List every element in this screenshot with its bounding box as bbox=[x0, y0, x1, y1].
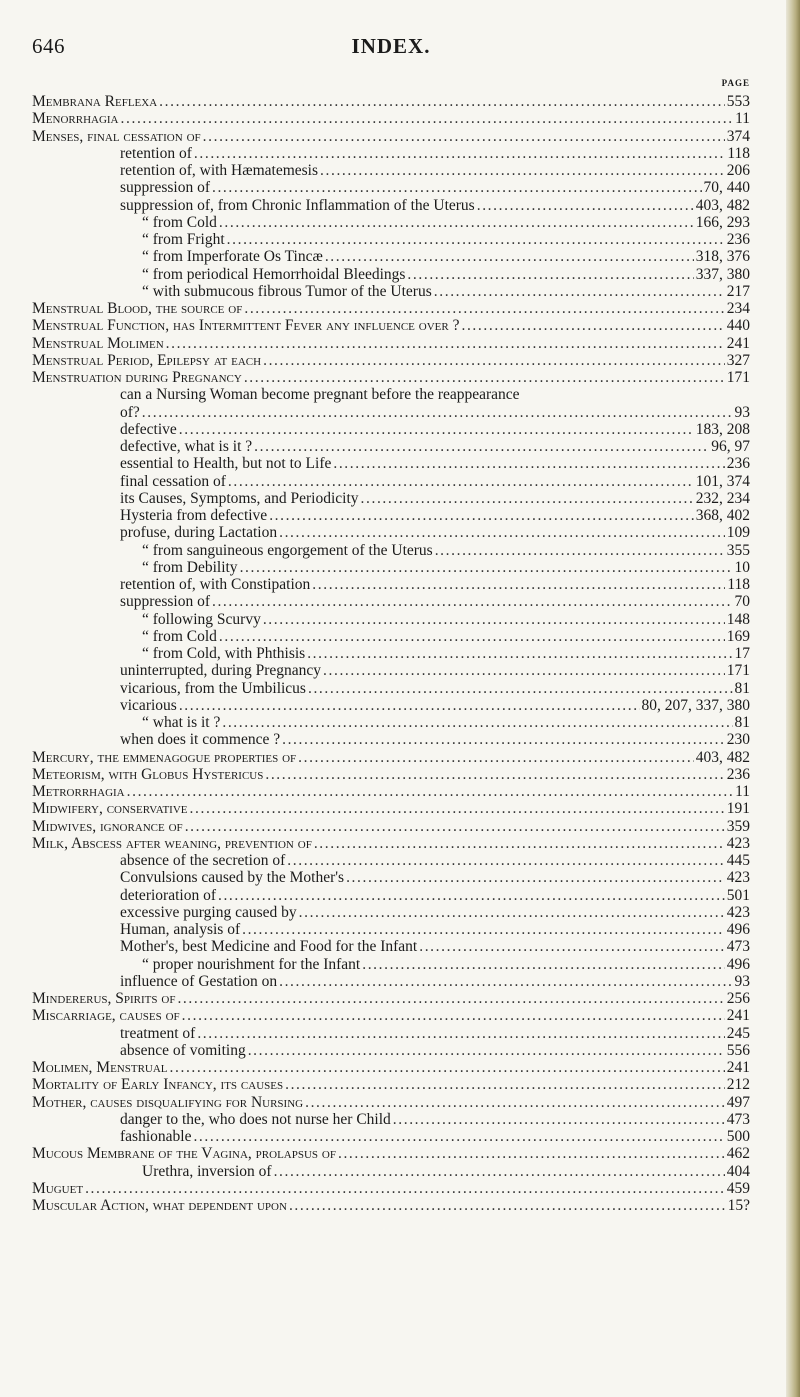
index-entry bbox=[32, 179, 750, 196]
index-entry bbox=[32, 128, 750, 145]
entry-text: Menorrhagia bbox=[32, 110, 119, 128]
entry-pages: 423 bbox=[726, 903, 750, 921]
entry-pages: 15? bbox=[727, 1197, 750, 1214]
index-entry bbox=[32, 697, 750, 714]
entry-text: “ following Scurvy bbox=[142, 610, 261, 628]
index-entry bbox=[32, 248, 750, 265]
dot-leader bbox=[177, 990, 724, 1007]
dot-leader bbox=[190, 800, 725, 817]
entry-pages: 473 bbox=[726, 938, 750, 956]
entry-pages: 241 bbox=[726, 1059, 750, 1076]
index-entry bbox=[32, 421, 750, 438]
index-entry bbox=[32, 1180, 750, 1197]
entry-text: suppression of, from Chronic Inflammation of the Uterus bbox=[120, 196, 475, 214]
entry-text: can a Nursing Woman become pregnant before the reappearance bbox=[120, 386, 520, 404]
entry-text: Mucous Membrane of the Vagina, prolapsus of bbox=[32, 1145, 336, 1163]
dot-leader bbox=[325, 248, 694, 265]
dot-leader bbox=[121, 110, 734, 127]
dot-leader bbox=[338, 1145, 725, 1162]
dot-leader bbox=[323, 662, 725, 679]
index-entry bbox=[32, 473, 750, 490]
dot-leader bbox=[182, 1007, 725, 1024]
entry-text: when does it commence ? bbox=[120, 731, 281, 749]
entry-pages: 496 bbox=[726, 955, 750, 973]
dot-leader bbox=[299, 904, 725, 921]
entry-pages: 236 bbox=[726, 455, 750, 473]
entry-pages: 473 bbox=[726, 1110, 750, 1128]
dot-leader bbox=[419, 938, 725, 955]
entry-text: Menstruation during Pregnancy bbox=[32, 369, 242, 386]
dot-leader bbox=[166, 335, 725, 352]
index-entries bbox=[32, 93, 750, 1214]
index-entry bbox=[32, 990, 750, 1007]
entry-pages: 497 bbox=[726, 1093, 750, 1111]
index-entry bbox=[32, 335, 750, 352]
dot-leader bbox=[274, 1163, 725, 1180]
entry-pages: 70, 440 bbox=[703, 179, 750, 197]
entry-text: vicarious bbox=[120, 696, 177, 714]
entry-text: excessive purging caused by bbox=[120, 903, 297, 921]
dot-leader bbox=[179, 697, 640, 714]
index-entry bbox=[32, 1145, 750, 1162]
dot-leader bbox=[434, 283, 725, 300]
dot-leader bbox=[282, 731, 725, 748]
entry-pages: 93 bbox=[734, 403, 750, 421]
index-entry bbox=[32, 800, 750, 817]
entry-text: influence of Gestation on bbox=[120, 972, 278, 990]
entry-text: retention of, with Constipation bbox=[120, 576, 311, 593]
entry-pages: 440 bbox=[726, 317, 750, 335]
entry-pages: 81 bbox=[734, 714, 750, 731]
dot-leader bbox=[228, 473, 694, 490]
entry-text: deterioration of bbox=[120, 886, 216, 904]
dot-leader bbox=[314, 835, 725, 852]
index-entry bbox=[32, 1163, 750, 1180]
entry-pages: 359 bbox=[726, 817, 750, 835]
entry-text: Molimen, Menstrual bbox=[32, 1059, 168, 1076]
entry-pages: 234 bbox=[726, 300, 750, 317]
entry-text: Mindererus, Spirits of bbox=[32, 990, 176, 1007]
index-entry bbox=[32, 662, 750, 679]
dot-leader bbox=[194, 145, 725, 162]
entry-text: Muscular Action, what dependent upon bbox=[32, 1197, 287, 1214]
entry-text: “ from periodical Hemorrhoidal Bleedings bbox=[142, 265, 406, 283]
dot-leader bbox=[203, 128, 725, 145]
entry-pages: 459 bbox=[726, 1179, 750, 1197]
dot-leader bbox=[222, 714, 732, 731]
entry-text: “ with submucous fibrous Tumor of the Uterus bbox=[142, 282, 432, 300]
entry-pages: 368, 402 bbox=[695, 507, 750, 524]
dot-leader bbox=[242, 921, 725, 938]
dot-leader bbox=[393, 1111, 725, 1128]
entry-pages: 374 bbox=[726, 127, 750, 145]
index-entry bbox=[32, 628, 750, 645]
entry-text: Menstrual Period, Epilepsy at each bbox=[32, 351, 262, 369]
dot-leader bbox=[218, 887, 725, 904]
index-entry bbox=[32, 231, 750, 248]
index-entry bbox=[32, 680, 750, 697]
entry-pages: 93 bbox=[734, 972, 750, 990]
entry-text: Membrana Reflexa bbox=[32, 93, 158, 110]
dot-leader bbox=[285, 1076, 725, 1093]
entry-text: “ from sanguineous engorgement of the Uterus bbox=[142, 541, 433, 559]
dot-leader bbox=[227, 231, 725, 248]
entry-text: defective bbox=[120, 420, 177, 438]
dot-leader bbox=[179, 421, 694, 438]
dot-leader bbox=[298, 749, 694, 766]
index-entry bbox=[32, 1111, 750, 1128]
entry-pages: 81 bbox=[734, 679, 750, 697]
entry-text: Midwifery, conservative bbox=[32, 800, 188, 818]
index-entry bbox=[32, 1197, 750, 1214]
entry-pages: 183, 208 bbox=[695, 420, 750, 438]
entry-text: “ proper nourishment for the Infant bbox=[142, 955, 361, 973]
entry-text: Menstrual Molimen bbox=[32, 334, 164, 352]
index-entry bbox=[32, 145, 750, 162]
index-entry bbox=[32, 542, 750, 559]
entry-pages: 496 bbox=[726, 921, 750, 938]
index-entry bbox=[32, 386, 750, 403]
index-entry bbox=[32, 904, 750, 921]
dot-leader bbox=[193, 1128, 724, 1145]
dot-leader bbox=[289, 1197, 726, 1214]
dot-leader bbox=[197, 1025, 724, 1042]
entry-text: “ from Fright bbox=[142, 231, 225, 248]
entry-text: defective, what is it ? bbox=[120, 438, 253, 455]
entry-pages: 191 bbox=[726, 800, 750, 818]
entry-pages: 109 bbox=[726, 524, 750, 542]
entry-pages: 423 bbox=[726, 869, 750, 887]
dot-leader bbox=[263, 352, 725, 369]
entry-text: “ what is it ? bbox=[142, 714, 221, 731]
entry-pages: 241 bbox=[726, 1007, 750, 1025]
entry-pages: 230 bbox=[726, 731, 750, 749]
entry-pages: 236 bbox=[726, 765, 750, 783]
index-entry bbox=[32, 973, 750, 990]
dot-leader bbox=[219, 628, 725, 645]
index-entry bbox=[32, 938, 750, 955]
index-entry bbox=[32, 1094, 750, 1111]
entry-pages: 403, 482 bbox=[695, 748, 750, 766]
index-entry bbox=[32, 956, 750, 973]
entry-pages: 171 bbox=[726, 369, 750, 386]
index-entry bbox=[32, 818, 750, 835]
dot-leader bbox=[279, 524, 725, 541]
entry-pages: 10 bbox=[734, 558, 750, 576]
entry-text: Metrorrhagia bbox=[32, 783, 125, 800]
entry-pages: 118 bbox=[727, 576, 750, 593]
index-entry bbox=[32, 283, 750, 300]
dot-leader bbox=[170, 1059, 725, 1076]
entry-pages: 217 bbox=[726, 282, 750, 300]
entry-text: uninterrupted, during Pregnancy bbox=[120, 662, 322, 680]
index-entry bbox=[32, 835, 750, 852]
entry-text: Convulsions caused by the Mother's bbox=[120, 869, 345, 887]
dot-leader bbox=[362, 956, 725, 973]
entry-pages: 118 bbox=[727, 144, 750, 162]
entry-text: Human, analysis of bbox=[120, 921, 241, 938]
index-entry bbox=[32, 593, 750, 610]
dot-leader bbox=[254, 438, 709, 455]
index-entry bbox=[32, 404, 750, 421]
entry-text: treatment of bbox=[120, 1024, 196, 1042]
entry-text: Hysteria from defective bbox=[120, 507, 268, 524]
entry-text: Mercury, the emmenagogue properties of bbox=[32, 748, 297, 766]
entry-text: retention of bbox=[120, 144, 192, 162]
index-entry bbox=[32, 1025, 750, 1042]
index-entry bbox=[32, 300, 750, 317]
dot-leader bbox=[212, 179, 702, 196]
dot-leader bbox=[287, 852, 724, 869]
entry-pages: 101, 374 bbox=[695, 472, 750, 490]
entry-pages: 501 bbox=[726, 886, 750, 904]
dot-leader bbox=[279, 973, 732, 990]
page-column-label: PAGE bbox=[721, 78, 750, 88]
entry-text: profuse, during Lactation bbox=[120, 524, 278, 542]
index-entry bbox=[32, 352, 750, 369]
dot-leader bbox=[361, 490, 694, 507]
entry-pages: 404 bbox=[726, 1162, 750, 1180]
dot-leader bbox=[212, 593, 733, 610]
entry-pages: 236 bbox=[726, 231, 750, 248]
dot-leader bbox=[407, 266, 693, 283]
index-entry bbox=[32, 507, 750, 524]
entry-pages: 403, 482 bbox=[695, 196, 750, 214]
entry-text: retention of, with Hæmatemesis bbox=[120, 162, 319, 179]
entry-pages: 11 bbox=[735, 783, 750, 800]
index-entry bbox=[32, 645, 750, 662]
index-entry bbox=[32, 1059, 750, 1076]
index-entry bbox=[32, 1042, 750, 1059]
index-entry bbox=[32, 162, 750, 179]
page-edge bbox=[786, 0, 800, 1397]
entry-pages: 169 bbox=[726, 627, 750, 645]
dot-leader bbox=[307, 645, 732, 662]
dot-leader bbox=[346, 869, 725, 886]
entry-text: “ from Cold bbox=[142, 213, 217, 231]
running-title: INDEX. bbox=[351, 34, 431, 58]
entry-text: final cessation of bbox=[120, 472, 226, 490]
index-entry bbox=[32, 214, 750, 231]
entry-pages: 556 bbox=[726, 1041, 750, 1059]
dot-leader bbox=[308, 680, 733, 697]
dot-leader bbox=[265, 766, 724, 783]
entry-pages: 70 bbox=[734, 593, 750, 611]
index-entry bbox=[32, 438, 750, 455]
entry-pages: 148 bbox=[726, 610, 750, 628]
entry-text: fashionable bbox=[120, 1128, 192, 1145]
entry-pages: 423 bbox=[726, 834, 750, 852]
entry-text: Menses, final cessation of bbox=[32, 127, 201, 145]
entry-pages: 462 bbox=[726, 1145, 750, 1163]
entry-pages: 96, 97 bbox=[711, 438, 750, 455]
entry-text: “ from Cold, with Phthisis bbox=[142, 645, 306, 662]
entry-pages: 232, 234 bbox=[695, 489, 750, 507]
index-entry bbox=[32, 714, 750, 731]
index-entry bbox=[32, 749, 750, 766]
entry-text: suppression of bbox=[120, 593, 210, 611]
entry-pages: 17 bbox=[734, 645, 750, 662]
index-entry bbox=[32, 852, 750, 869]
dot-leader bbox=[320, 162, 725, 179]
index-entry bbox=[32, 1076, 750, 1093]
dot-leader bbox=[142, 404, 733, 421]
index-entry bbox=[32, 490, 750, 507]
entry-text: Mother, causes disqualifying for Nursing bbox=[32, 1093, 304, 1111]
entry-pages: 245 bbox=[726, 1024, 750, 1042]
dot-leader bbox=[85, 1180, 725, 1197]
entry-text: its Causes, Symptoms, and Periodicity bbox=[120, 489, 359, 507]
index-entry bbox=[32, 731, 750, 748]
index-entry bbox=[32, 93, 750, 110]
page-number: 646 bbox=[32, 34, 65, 58]
entry-text: suppression of bbox=[120, 179, 210, 197]
entry-text: Mortality of Early Infancy, its causes bbox=[32, 1076, 284, 1094]
entry-text: Mother's, best Medicine and Food for the Infant bbox=[120, 938, 418, 956]
entry-pages: 212 bbox=[726, 1076, 750, 1094]
entry-text: Menstrual Blood, the source of bbox=[32, 300, 243, 317]
dot-leader bbox=[240, 559, 733, 576]
dot-leader bbox=[244, 369, 725, 386]
dot-leader bbox=[263, 611, 725, 628]
dot-leader bbox=[477, 197, 694, 214]
index-entry bbox=[32, 1128, 750, 1145]
dot-leader bbox=[312, 576, 725, 593]
dot-leader bbox=[127, 783, 733, 800]
entry-pages: 171 bbox=[726, 662, 750, 680]
index-entry bbox=[32, 266, 750, 283]
entry-pages: 166, 293 bbox=[695, 213, 750, 231]
index-entry bbox=[32, 369, 750, 386]
dot-leader bbox=[159, 93, 725, 110]
entry-pages: 11 bbox=[735, 110, 750, 128]
entry-text: Midwives, ignorance of bbox=[32, 817, 183, 835]
entry-pages: 318, 376 bbox=[695, 248, 750, 266]
entry-text: Milk, Abscess after weaning, prevention of bbox=[32, 834, 312, 852]
entry-pages: 355 bbox=[726, 541, 750, 559]
entry-text: Miscarriage, causes of bbox=[32, 1007, 180, 1025]
entry-pages: 553 bbox=[726, 93, 750, 110]
entry-pages: 500 bbox=[726, 1128, 750, 1145]
index-entry bbox=[32, 524, 750, 541]
entry-text: vicarious, from the Umbilicus bbox=[120, 679, 306, 697]
dot-leader bbox=[248, 1042, 725, 1059]
index-entry bbox=[32, 197, 750, 214]
index-entry bbox=[32, 455, 750, 472]
entry-pages: 445 bbox=[726, 852, 750, 869]
index-entry bbox=[32, 766, 750, 783]
entry-text: “ from Imperforate Os Tincæ bbox=[142, 248, 323, 266]
dot-leader bbox=[244, 300, 724, 317]
index-entry bbox=[32, 869, 750, 886]
index-entry bbox=[32, 559, 750, 576]
index-entry bbox=[32, 110, 750, 127]
entry-text: “ from Debility bbox=[142, 558, 238, 576]
entry-text: of? bbox=[120, 403, 140, 421]
dot-leader bbox=[219, 214, 694, 231]
page-header bbox=[32, 34, 750, 88]
entry-pages: 80, 207, 337, 380 bbox=[641, 696, 750, 714]
entry-pages: 327 bbox=[726, 351, 750, 369]
entry-pages: 256 bbox=[726, 990, 750, 1007]
index-entry bbox=[32, 1007, 750, 1024]
dot-leader bbox=[461, 317, 724, 334]
index-entry bbox=[32, 317, 750, 334]
dot-leader bbox=[185, 818, 725, 835]
index-entry bbox=[32, 783, 750, 800]
dot-leader bbox=[305, 1094, 725, 1111]
dot-leader bbox=[269, 507, 694, 524]
dot-leader bbox=[333, 455, 724, 472]
index-entry bbox=[32, 887, 750, 904]
entry-text: absence of vomiting bbox=[120, 1041, 246, 1059]
index-entry bbox=[32, 921, 750, 938]
entry-pages: 337, 380 bbox=[695, 265, 750, 283]
entry-text: Menstrual Function, has Intermittent Fever any influence over ? bbox=[32, 317, 460, 335]
entry-pages: 206 bbox=[726, 162, 750, 179]
entry-pages: 241 bbox=[726, 334, 750, 352]
entry-text: “ from Cold bbox=[142, 627, 217, 645]
entry-text: essential to Health, but not to Life bbox=[120, 455, 332, 473]
entry-text: danger to the, who does not nurse her Child bbox=[120, 1110, 391, 1128]
entry-text: Urethra, inversion of bbox=[142, 1162, 272, 1180]
index-entry bbox=[32, 576, 750, 593]
index-entry bbox=[32, 611, 750, 628]
entry-text: Meteorism, with Globus Hystericus bbox=[32, 765, 264, 783]
dot-leader bbox=[435, 542, 725, 559]
entry-text: Muguet bbox=[32, 1179, 84, 1197]
entry-text: absence of the secretion of bbox=[120, 852, 286, 869]
